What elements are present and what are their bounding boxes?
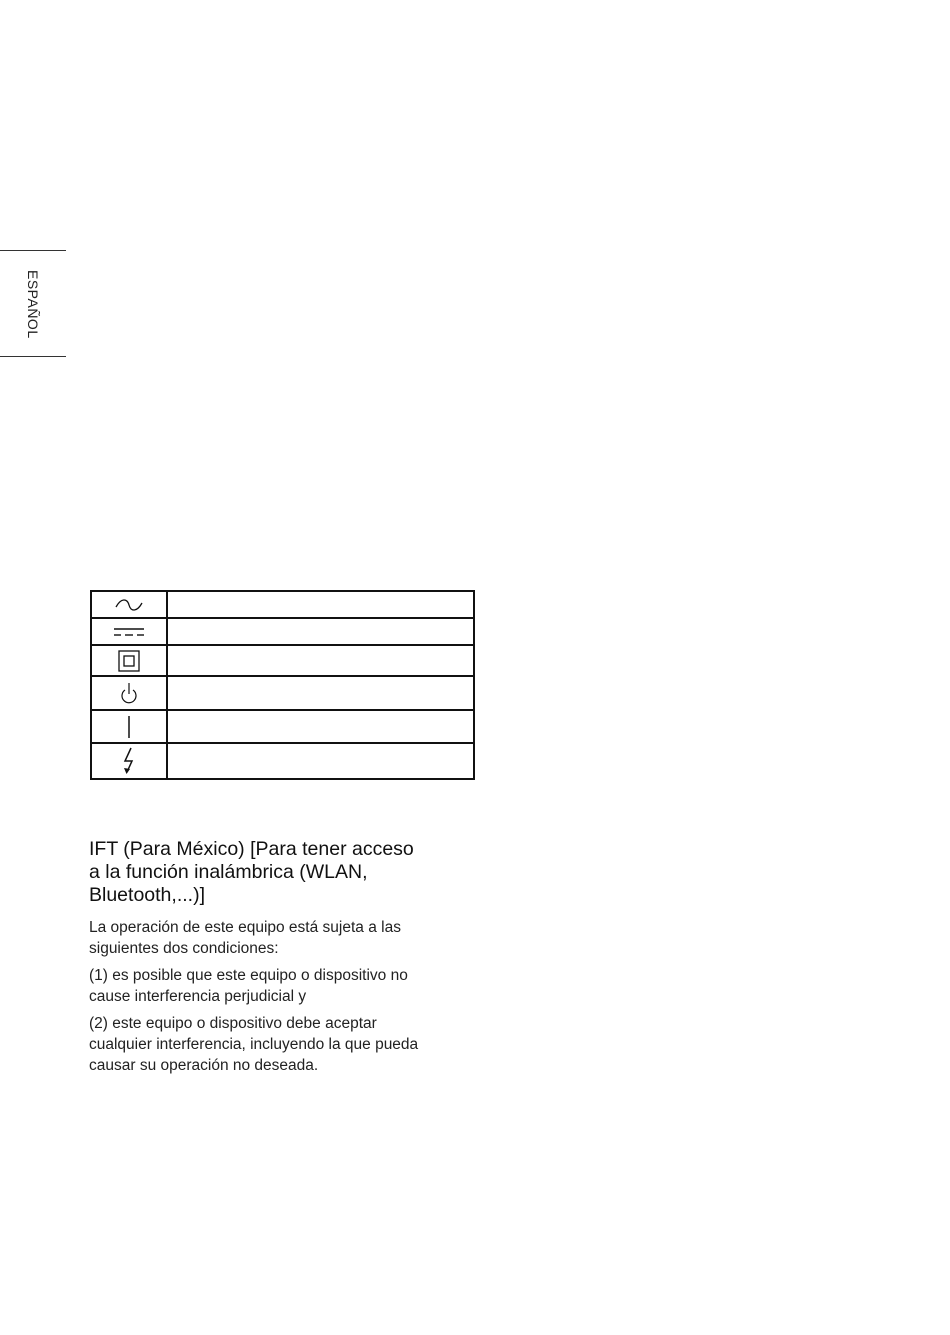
hazardous-voltage-icon	[121, 747, 137, 775]
title-line: Bluetooth,...)]	[89, 884, 205, 906]
table-row	[91, 676, 474, 710]
symbol-description	[167, 591, 474, 618]
icon-cell	[91, 645, 167, 676]
table-row	[91, 710, 474, 743]
icon-cell	[91, 743, 167, 779]
dc-current-icon	[113, 626, 145, 638]
class-ii-equipment-icon	[118, 650, 140, 672]
paragraph-line: siguientes dos condiciones:	[89, 940, 279, 957]
paragraph-line: (1) es posible que este equipo o dispositivo no	[89, 967, 408, 984]
section-title	[89, 838, 459, 907]
title-line: IFT (Para México) [Para tener acceso	[89, 838, 414, 860]
condition-2-paragraph	[89, 1013, 459, 1076]
symbol-description	[167, 710, 474, 743]
title-line: a la función inalámbrica (WLAN,	[89, 861, 368, 883]
icon-cell	[91, 591, 167, 618]
table-row	[91, 618, 474, 645]
icon-cell	[91, 618, 167, 645]
paragraph-line: cause interferencia perjudicial y	[89, 988, 307, 1005]
symbol-table	[90, 590, 475, 780]
language-label: ESPAÑOL	[25, 270, 41, 339]
table-row	[91, 645, 474, 676]
paragraph-line: causar su operación no deseada.	[89, 1057, 319, 1074]
symbol-description	[167, 618, 474, 645]
paragraph-line: (2) este equipo o dispositivo debe aceptar	[89, 1015, 377, 1032]
symbol-description	[167, 676, 474, 710]
ac-current-icon	[114, 598, 144, 612]
standby-icon	[119, 682, 139, 704]
table-row	[91, 743, 474, 779]
condition-1-paragraph	[89, 965, 459, 1007]
icon-cell	[91, 676, 167, 710]
power-on-icon	[126, 715, 132, 739]
table-row	[91, 591, 474, 618]
ift-section	[89, 838, 459, 1076]
paragraph-line: cualquier interferencia, incluyendo la que pueda	[89, 1036, 419, 1053]
symbol-description	[167, 645, 474, 676]
icon-cell	[91, 710, 167, 743]
paragraph-line: La operación de este equipo está sujeta a las	[89, 919, 401, 936]
intro-paragraph	[89, 917, 459, 959]
symbol-description	[167, 743, 474, 779]
